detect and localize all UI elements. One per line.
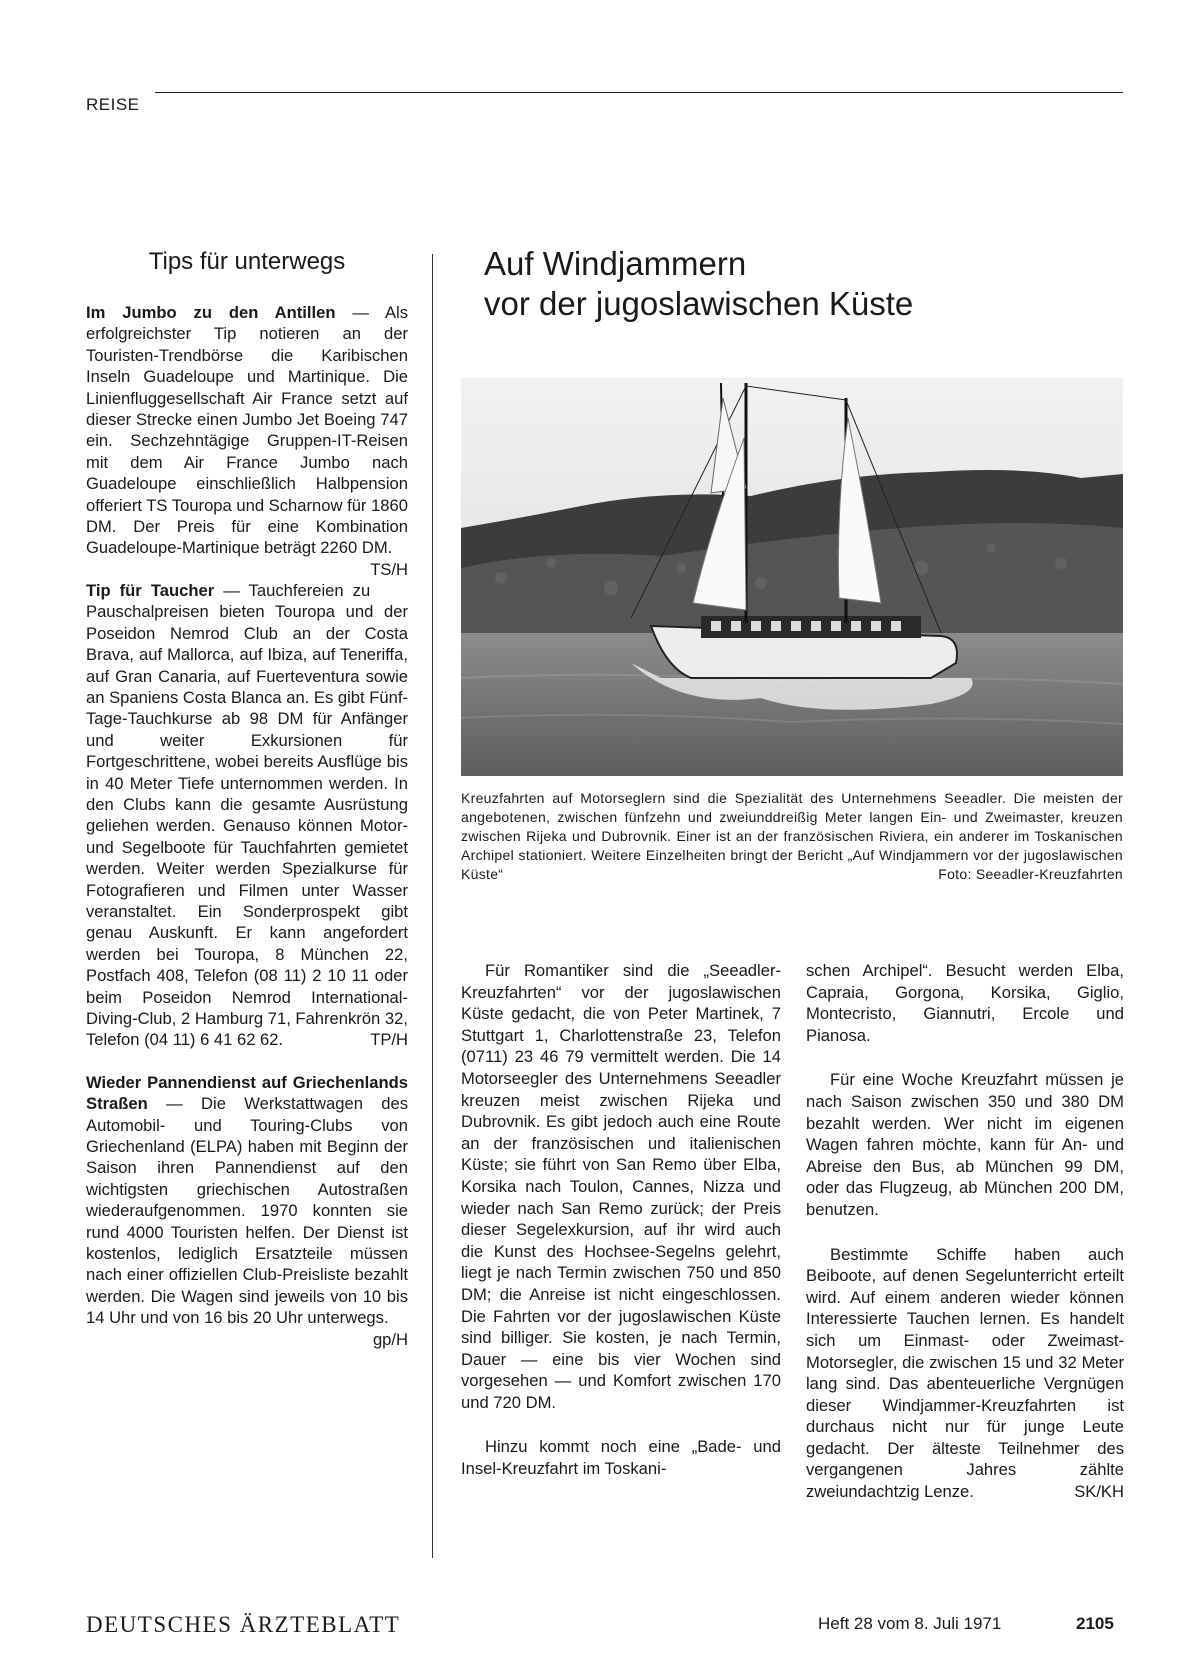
sidebar-title: Tips für unterwegs: [148, 248, 346, 275]
caption-text: Kreuzfahrten auf Motorseglern sind die Spezialität des Unternehmens Seeadler. Die meisten der angebotenen, zwischen fünfzehn und zweiunddreißig Meter langen Ein- und Zweimaster, kreuzen zwischen Rijeka und Dubrovnik. Einer ist an der französischen Riviera, ein anderer im Toskanischen Archipel stationiert. Weitere Einzelheiten bringt der Bericht „Auf Windjammern vor der jugoslawischen Küste“: [461, 790, 1123, 882]
tip-tag: gp/H: [372, 1329, 408, 1349]
tip-tag: TS/H: [370, 559, 408, 579]
tip-text: — Als erfolgreichster Tip notieren an der Touristen-Trendbörse die Karibischen Inseln Guadeloupe und Martinique. Die Linienfluggesellschaft Air France setzt auf dieser Strecke einen Jumbo Jet Boeing 747 ein. Sechzehntägige Gruppen-IT-Reisen mit dem Air France Jumbo nach Guadeloupe einschließlich Halbpension offeriert TS Touropa und Scharnow für 1860 DM. Der Preis für eine Kombination Guadeloupe-Martinique beträgt 2260 DM.: [86, 303, 408, 558]
photo-caption: [461, 789, 1123, 884]
journal-name: DEUTSCHES ÄRZTEBLATT: [86, 1612, 401, 1637]
article-paragraph: schen Archipel“. Besucht werden Elba, Capraia, Gorgona, Korsika, Giglio, Montecristo, Giannutri, Ercole und Pianosa.: [806, 961, 1124, 1045]
sailing-ship-photo: [461, 378, 1123, 776]
headline-line-2: vor der jugoslawischen Küste: [484, 285, 914, 322]
tip-lead: Tip für Taucher: [86, 580, 215, 600]
tip-text: — Tauchfereien zu Pauschalpreisen bieten Touropa und der Poseidon Nemrod Club an der Costa Brava, auf Mallorca, auf Ibiza, auf Teneriffa, auf Gran Canaria, auf Fuerteventura sowie an Spaniens Costa Blanca an. Es gibt Fünf-Tage-Tauchkurse ab 98 DM für Anfänger und weiter Exkursionen für Fortgeschrittene, wobei bereits Ausflüge bis in 40 Meter Tiefe unternommen werden. In den Clubs kann die gesamte Ausrüstung geliehen werden. Genauso können Motor- und Segelboote für Tauchfahrten gemietet werden. Weiter werden Spezialkurse für Fotografieren und Filmen unter Wasser veranstaltet. Ein Sonderprospekt gibt genau Auskunft. Er kann angefordert werden bei Touropa, 8 München 22, Postfach 408, Telefon (08 11) 2 10 11 oder beim Poseidon Nemrod International-Diving-Club, 2 Hamburg 71, Fahrenkrön 32, Telefon (04 11) 6 41 62 62.: [86, 580, 408, 1050]
ship-illustration: [461, 378, 1123, 776]
section-label: REISE: [86, 95, 140, 114]
author-tag: SK/KH: [1074, 1482, 1124, 1502]
article-paragraph: Für eine Woche Kreuzfahrt müssen je nach Saison zwischen 350 und 380 DM bezahlt werden. Wer nicht im eigenen Wagen fahren möchte, kann für An- und Abreise den Bus, ab München 99 DM, oder das Flugzeug, ab München 200 DM, benutzen.: [806, 1070, 1124, 1219]
article-column-right: [806, 960, 1124, 1526]
photo-credit: Foto: Seeadler-Kreuzfahrten: [938, 866, 1123, 882]
issue-info: Heft 28 vom 8. Juli 1971: [818, 1614, 1002, 1633]
article-paragraph: Für Romantiker sind die „Seeadler-Kreuzfahrten“ vor der jugoslawischen Küste gedacht, die von Peter Martinek, 7 Stuttgart 1, Charlottenstraße 23, Telefon (0711) 23 46 79 vermittelt werden. Die 14 Motorseegler des Unternehmens Seeadler kreuzen meist zwischen Rijeka und Dubrovnik. Es gibt jedoch auch eine Route an der französischen und italienischen Küste; sie führt von San Remo über Elba, Korsika nach Toulon, Cannes, Nizza und wieder nach San Remo zurück; der Preis dieser Segelexkursion, auf ihr wird auch die Kunst des Hochsee-Segelns gelehrt, liegt je nach Termin zwischen 750 und 850 DM; die Anreise ist nicht eingeschlossen. Die Fahrten vor der jugoslawischen Küste sind billiger. Sie kosten, je nach Termin, Dauer — eine bis vier Wochen sind vorgesehen — und Komfort zwischen 170 und 720 DM.: [461, 961, 781, 1412]
column-divider: [432, 254, 433, 1558]
tip-text: — Die Werkstattwagen des Automobil- und Touring-Clubs von Griechenland (ELPA) haben mit Beginn der Saison ihren Pannendienst auf den wichtigsten griechischen Autostraßen wiederaufgenommen. 1970 konnten sie rund 4000 Touristen helfen. Der Dienst ist kostenlos, lediglich Ersatzteile müssen nach einer offiziellen Club-Preisliste bezahlt werden. Die Wagen sind jeweils von 10 bis 14 Uhr und von 16 bis 20 Uhr unterwegs.: [86, 1094, 408, 1328]
article-headline: [484, 244, 1104, 324]
tip-lead: Im Jumbo zu den Antillen: [86, 303, 336, 322]
headline-line-1: Auf Windjammern: [484, 245, 747, 282]
tip-item: [86, 1072, 408, 1349]
tip-tag: TP/H: [370, 1030, 408, 1050]
page-number: 2105: [1076, 1614, 1114, 1633]
tip-lead: Wieder Pannendienst auf Griechenlands Straßen: [86, 1072, 408, 1114]
tip-item: [86, 580, 408, 1051]
header-rule: [155, 92, 1123, 93]
article-column-middle: [461, 960, 781, 1503]
tips-sidebar: [86, 248, 408, 1350]
article-paragraph: [806, 1244, 1124, 1503]
article-paragraph-text: Bestimmte Schiffe haben auch Beiboote, auf denen Segelunterricht erteilt wird. Auf einem anderen wieder können Interessierte Tauchen lernen. Es handelt sich um Einmast- oder Zweimast-Motorsegler, die zwischen 15 und 32 Meter lang sind. Das abenteuerliche Vergnügen dieser Windjammer-Kreuzfahrten ist durchaus nicht nur für junge Leute gedacht. Der älteste Teilnehmer des vergangenen Jahres zählte zweiundachtzig Lenze.: [806, 1244, 1124, 1502]
article-paragraph: Hinzu kommt noch eine „Bade- und Insel-Kreuzfahrt im Toskani-: [461, 1437, 781, 1479]
tip-item: [86, 302, 408, 579]
